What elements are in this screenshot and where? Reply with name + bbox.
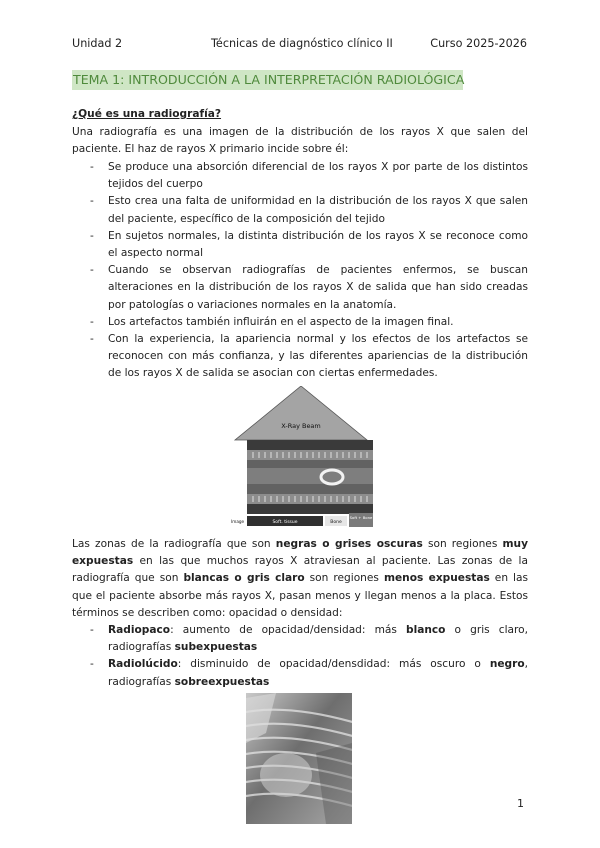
- list-item: - Cuando se observan radiografías de pacientes enfermos, se buscan alteraciones en la distribución de los rayos X de salida que han sido creadas por patologías o variaciones normales en la anatomía.: [90, 262, 528, 314]
- intro-paragraph: Una radiografía es una imagen de la distribución de los rayos X que salen del paciente. El haz de rayos X primario incide sobre él:: [72, 126, 528, 156]
- beam-label: X-Ray Beam: [281, 422, 321, 430]
- bullet-list-1: [90, 159, 528, 383]
- thorax-radiograph: [246, 693, 352, 824]
- question-heading: ¿Qué es una radiografía?: [72, 108, 222, 120]
- soft-bone-label: Soft + Bone: [349, 515, 373, 520]
- exposure-paragraph: Las zonas de la radiografía que son negras o grises oscuras son regiones muy expuestas en las que muchos rayos X atraviesan al paciente. Las zonas de la radiografía que son blancas o gris claro son regiones menos expuestas en las que el paciente absorbe más rayos X, pasan menos y llegan menos a la placa. Estos términos se describen como: opacidad o densidad:: [72, 538, 529, 619]
- soft-tissue-label: Soft. tissue: [272, 520, 298, 525]
- section-title: TEMA 1: INTRODUCCIÓN A LA INTERPRETACIÓN RADIOLÓGICA: [72, 70, 463, 90]
- image-label: Image: [231, 519, 245, 524]
- list-item: - Los artefactos también influirán en el aspecto de la imagen final.: [90, 314, 528, 331]
- header-right: Curso 2025-2026: [430, 37, 527, 50]
- list-item: - Con la experiencia, la apariencia normal y los efectos de los artefactos se reconocen con más confianza, y las diferentes apariencias de la distribución de los rayos X de salida se asocian con ciertas enfermedades.: [90, 331, 528, 383]
- page-number: 1: [517, 797, 524, 810]
- list-item: - En sujetos normales, la distinta distribución de los rayos X se reconoce como el aspecto normal: [90, 228, 528, 262]
- list-item: - Esto crea una falta de uniformidad en la distribución de los rayos X que salen del paciente, específico de la composición del tejido: [90, 193, 528, 227]
- header-left: Unidad 2: [72, 37, 123, 50]
- header-center: Técnicas de diagnóstico clínico II: [211, 37, 393, 50]
- list-item: - Se produce una absorción diferencial de los rayos X por parte de los distintos tejidos del cuerpo: [90, 159, 528, 193]
- bone-label: Bone: [330, 520, 342, 525]
- xray-beam-diagram: [229, 386, 373, 528]
- list-item: - Radiopaco: aumento de opacidad/densidad: más blanco o gris claro, radiografías subexpuestas: [90, 622, 528, 656]
- bullet-list-2: [90, 622, 528, 691]
- list-item: - Radiolúcido: disminuido de opacidad/densdidad: más oscuro o negro, radiografías sobreexpuestas: [90, 656, 528, 690]
